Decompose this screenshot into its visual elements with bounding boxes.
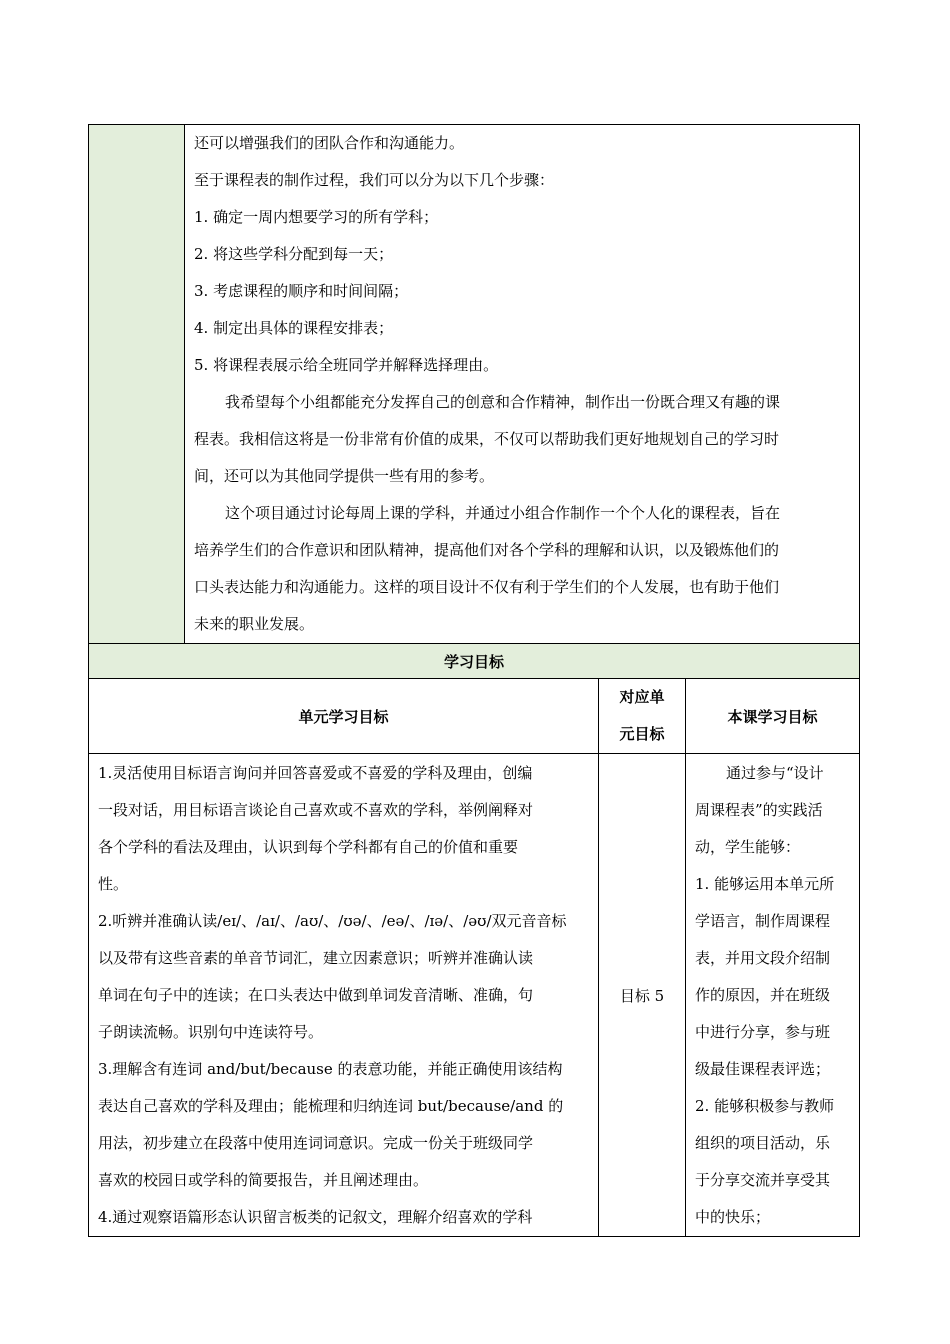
unit-goal-line: 喜欢的校园日或学科的简要报告，并且阐述理由。	[98, 1171, 429, 1189]
lesson-plan-document	[88, 124, 859, 1237]
lesson-goal-line: 2. 能够积极参与教师	[695, 1097, 835, 1115]
description-text	[194, 125, 849, 643]
lesson-goal-line: 中进行分享，参与班	[695, 1023, 831, 1041]
unit-goals-text	[98, 755, 590, 1236]
lesson-goal-line: 级最佳课程表评选；	[695, 1060, 831, 1078]
description-line: 2. 将这些学科分配到每一天；	[194, 245, 394, 263]
lesson-goal-line: 通过参与“设计	[726, 764, 824, 782]
unit-goal-line: 一段对话，用目标语言谈论自己喜欢或不喜欢的学科，举例阐释对	[98, 801, 534, 819]
unit-goal-line: 性。	[98, 875, 129, 893]
description-line: 还可以增强我们的团队合作和沟通能力。	[194, 134, 465, 152]
target-cell: 目标 5	[599, 754, 686, 1237]
lesson-goal-line: 于分享交流并享受其	[695, 1171, 831, 1189]
lesson-goal-line: 1. 能够运用本单元所	[695, 875, 835, 893]
unit-goal-line: 表达自己喜欢的学科及理由；能梳理和归纳连词 but/because/and 的	[98, 1097, 564, 1115]
lesson-goal-line: 周课程表”的实践活	[695, 801, 823, 819]
description-cell	[185, 125, 860, 644]
lesson-goal-line: 表，并用文段介绍制	[695, 949, 831, 967]
header-unit-goals: 单元学习目标	[89, 679, 599, 754]
description-line: 1. 确定一周内想要学习的所有学科；	[194, 208, 439, 226]
learning-goals-table	[88, 643, 860, 1237]
header-target	[599, 679, 686, 754]
lesson-goal-line: 组织的项目活动，乐	[695, 1134, 831, 1152]
header-lesson-goals: 本课学习目标	[686, 679, 860, 754]
lesson-goals-cell	[686, 754, 860, 1237]
unit-goal-line: 1.灵活使用目标语言询问并回答喜爱或不喜爱的学科及理由，创编	[98, 764, 533, 782]
description-line: 未来的职业发展。	[194, 615, 315, 633]
header-target-line1: 对应单	[619, 688, 665, 706]
unit-goal-line: 4.通过观察语篇形态认识留言板类的记叙文，理解介绍喜欢的学科	[98, 1208, 533, 1226]
unit-goal-line: 2.听辨并准确认读/eɪ/、/aɪ/、/aʊ/、/ʊə/、/eə/、/ɪə/、/əʊ/双元音音标	[98, 912, 567, 930]
description-line: 程表。我相信这将是一份非常有价值的成果，不仅可以帮助我们更好地规划自己的学习时	[194, 430, 780, 448]
unit-goal-line: 3.理解含有连词 and/but/because 的表意功能，并能正确使用该结构	[98, 1060, 563, 1078]
description-line: 至于课程表的制作过程，我们可以分为以下几个步骤：	[194, 171, 555, 189]
unit-goals-cell	[89, 754, 599, 1237]
unit-goal-line: 用法，初步建立在段落中使用连词词意识。完成一份关于班级同学	[98, 1134, 534, 1152]
description-line: 培养学生们的合作意识和团队精神，提高他们对各个学科的理解和认识，以及锻炼他们的	[194, 541, 780, 559]
unit-goal-line: 单词在句子中的连读；在口头表达中做到单词发音清晰、准确，句	[98, 986, 534, 1004]
lesson-goal-line: 中的快乐；	[695, 1208, 771, 1226]
description-line: 这个项目通过讨论每周上课的学科，并通过小组合作制作一个个人化的课程表，旨在	[225, 504, 781, 522]
lesson-goal-line: 作的原因，并在班级	[695, 986, 831, 1004]
unit-goal-line: 各个学科的看法及理由，认识到每个学科都有自己的价值和重要	[98, 838, 519, 856]
section-title: 学习目标	[89, 644, 860, 679]
lesson-goal-line: 学语言，制作周课程	[695, 912, 831, 930]
lesson-goals-text	[695, 755, 853, 1236]
unit-goal-line: 子朗读流畅。识别句中连读符号。	[98, 1023, 324, 1041]
description-line: 间，还可以为其他同学提供一些有用的参考。	[194, 467, 495, 485]
unit-goal-line: 以及带有这些音素的单音节词汇，建立因素意识；听辨并准确认读	[98, 949, 534, 967]
project-description-table	[88, 124, 860, 644]
description-line: 4. 制定出具体的课程安排表；	[194, 319, 394, 337]
description-line: 5. 将课程表展示给全班同学并解释选择理由。	[194, 356, 499, 374]
lesson-goal-line: 动，学生能够：	[695, 838, 801, 856]
label-cell	[89, 125, 185, 644]
header-target-line2: 元目标	[619, 725, 665, 743]
description-line: 3. 考虑课程的顺序和时间间隔；	[194, 282, 409, 300]
description-line: 口头表达能力和沟通能力。这样的项目设计不仅有利于学生们的个人发展，也有助于他们	[194, 578, 780, 596]
description-line: 我希望每个小组都能充分发挥自己的创意和合作精神，制作出一份既合理又有趣的课	[225, 393, 781, 411]
